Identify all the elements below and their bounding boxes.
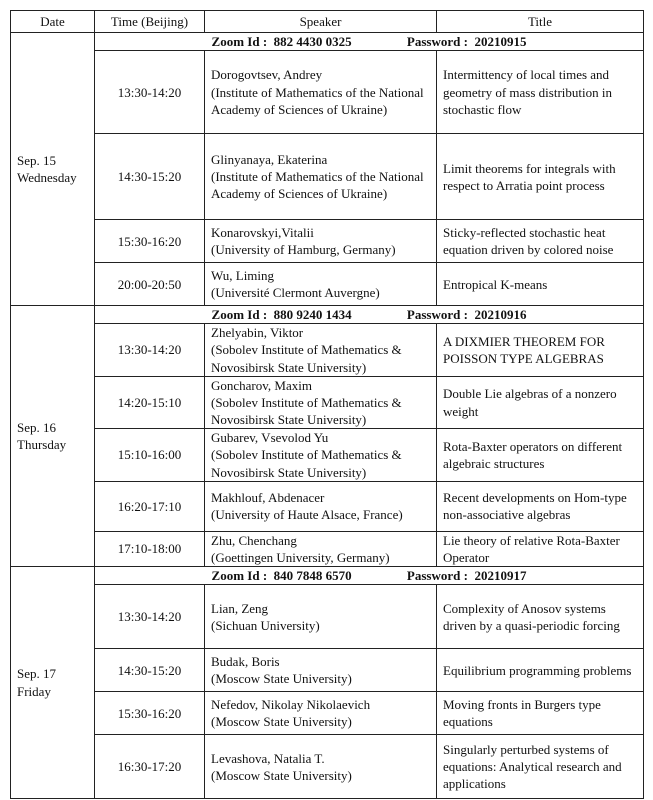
talk-speaker: [205, 220, 437, 263]
date-cell: [11, 567, 95, 799]
talk-title: Singularly perturbed systems of equations: Analytical research and applications: [437, 735, 644, 799]
password: 20210917: [474, 568, 527, 584]
header-date: Date: [11, 11, 95, 33]
talk-speaker: [205, 735, 437, 799]
password-label: Password :: [406, 34, 468, 49]
talk-row: [11, 220, 644, 263]
talk-row: [11, 324, 644, 376]
talk-row: [11, 692, 644, 735]
talk-row: [11, 531, 644, 566]
talk-title: Equilibrium programming problems: [437, 649, 644, 692]
talk-time: 20:00-20:50: [95, 263, 205, 306]
zoom-id: 880 9240 1434: [273, 307, 352, 323]
talk-row: [11, 649, 644, 692]
speaker-affiliation: (Moscow State University): [211, 714, 352, 730]
talk-row: [11, 481, 644, 531]
speaker-affiliation: (Moscow State University): [211, 671, 352, 687]
speaker-name: Lian, Zeng: [211, 600, 269, 616]
zoom-id-label: Zoom Id :: [211, 34, 268, 49]
speaker-name: Levashova, Natalia T.: [211, 750, 325, 766]
talk-time: 16:30-17:20: [95, 735, 205, 799]
zoom-info: [95, 567, 644, 585]
talk-time: 13:30-14:20: [95, 585, 205, 649]
speaker-affiliation: (University of Haute Alsace, France): [211, 507, 403, 523]
talk-row: [11, 376, 644, 428]
zoom-info: [95, 33, 644, 51]
password-label: Password :: [406, 307, 468, 323]
zoom-id: 882 4430 0325: [273, 34, 352, 49]
schedule-table: [10, 10, 644, 799]
talk-title: A DIXMIER THEOREM FOR POISSON TYPE ALGEBRAS: [437, 324, 644, 376]
talk-speaker: [205, 585, 437, 649]
talk-title: Entropical K-means: [437, 263, 644, 306]
talk-title: Intermittency of local times and geometry of mass distribution in stochastic flow: [437, 51, 644, 134]
speaker-name: Gubarev, Vsevolod Yu: [211, 430, 329, 446]
header-speaker: Speaker: [205, 11, 437, 33]
talk-row: [11, 585, 644, 649]
talk-speaker: [205, 376, 437, 428]
talk-speaker: [205, 429, 437, 481]
speaker-name: Glinyanaya, Ekaterina: [211, 151, 328, 167]
talk-title: Double Lie algebras of a nonzero weight: [437, 376, 644, 428]
talk-row: [11, 735, 644, 799]
speaker-affiliation: (Institute of Mathematics of the National Academy of Sciences of Ukraine): [211, 169, 424, 202]
talk-speaker: [205, 649, 437, 692]
zoom-info: [95, 306, 644, 324]
talk-speaker: [205, 692, 437, 735]
zoom-id-label: Zoom Id :: [211, 568, 268, 584]
speaker-name: Budak, Boris: [211, 654, 280, 670]
header-time: Time (Beijing): [95, 11, 205, 33]
talk-title: Sticky-reflected stochastic heat equation driven by colored noise: [437, 220, 644, 263]
speaker-affiliation: (Sobolev Institute of Mathematics & Novosibirsk State University): [211, 394, 402, 428]
talk-speaker: [205, 51, 437, 134]
talk-speaker: [205, 481, 437, 531]
date-label: Sep. 16: [17, 419, 56, 435]
zoom-row: [11, 33, 644, 51]
talk-row: [11, 134, 644, 220]
zoom-id: 840 7848 6570: [273, 568, 352, 584]
talk-time: 16:20-17:10: [95, 481, 205, 531]
speaker-affiliation: (Sobolev Institute of Mathematics & Novosibirsk State University): [211, 447, 402, 480]
speaker-affiliation: (University of Hamburg, Germany): [211, 242, 396, 258]
talk-title: Lie theory of relative Rota-Baxter Operator: [437, 531, 644, 566]
talk-speaker: [205, 531, 437, 566]
talk-title: Limit theorems for integrals with respect to Arratia point process: [437, 134, 644, 220]
weekday-label: Wednesday: [17, 170, 77, 186]
talk-time: 15:30-16:20: [95, 692, 205, 735]
talk-time: 14:20-15:10: [95, 376, 205, 428]
talk-title: Moving fronts in Burgers type equations: [437, 692, 644, 735]
speaker-affiliation: (Université Clermont Auvergne): [211, 285, 380, 301]
speaker-affiliation: (Institute of Mathematics of the National Academy of Sciences of Ukraine): [211, 84, 424, 117]
talk-speaker: [205, 263, 437, 306]
talk-speaker: [205, 134, 437, 220]
speaker-affiliation: (Sobolev Institute of Mathematics & Novosibirsk State University): [211, 342, 402, 375]
header-row: [11, 11, 644, 33]
talk-row: [11, 429, 644, 481]
speaker-affiliation: (Moscow State University): [211, 767, 352, 783]
talk-title: Recent developments on Hom-type non-associative algebras: [437, 481, 644, 531]
header-title: Title: [437, 11, 644, 33]
speaker-name: Makhlouf, Abdenacer: [211, 490, 325, 506]
date-label: Sep. 17: [17, 666, 56, 682]
weekday-label: Thursday: [17, 437, 67, 453]
talk-row: [11, 263, 644, 306]
date-label: Sep. 15: [17, 152, 56, 168]
speaker-name: Dorogovtsev, Andrey: [211, 67, 323, 83]
speaker-name: Wu, Liming: [211, 268, 275, 283]
date-cell: [11, 306, 95, 567]
speaker-name: Zhu, Chenchang: [211, 532, 297, 548]
zoom-row: [11, 306, 644, 324]
speaker-name: Goncharov, Maxim: [211, 377, 312, 393]
talk-time: 15:30-16:20: [95, 220, 205, 263]
talk-time: 17:10-18:00: [95, 531, 205, 566]
speaker-name: Zhelyabin, Viktor: [211, 325, 304, 341]
talk-title: Complexity of Anosov systems driven by a quasi-periodic forcing: [437, 585, 644, 649]
speaker-name: Konarovskyi,Vitalii: [211, 225, 314, 240]
speaker-affiliation: (Sichuan University): [211, 617, 320, 633]
talk-speaker: [205, 324, 437, 376]
speaker-affiliation: (Goettingen University, Germany): [211, 549, 390, 565]
speaker-name: Nefedov, Nikolay Nikolaevich: [211, 697, 371, 713]
password: 20210915: [474, 34, 527, 49]
talk-row: [11, 51, 644, 134]
talk-time: 14:30-15:20: [95, 649, 205, 692]
password: 20210916: [474, 307, 527, 323]
talk-time: 14:30-15:20: [95, 134, 205, 220]
zoom-id-label: Zoom Id :: [211, 307, 268, 323]
talk-time: 13:30-14:20: [95, 324, 205, 376]
zoom-row: [11, 567, 644, 585]
talk-time: 13:30-14:20: [95, 51, 205, 134]
talk-time: 15:10-16:00: [95, 429, 205, 481]
talk-title: Rota-Baxter operators on different algebraic structures: [437, 429, 644, 481]
date-cell: [11, 33, 95, 306]
weekday-label: Friday: [17, 683, 51, 699]
password-label: Password :: [406, 568, 468, 584]
